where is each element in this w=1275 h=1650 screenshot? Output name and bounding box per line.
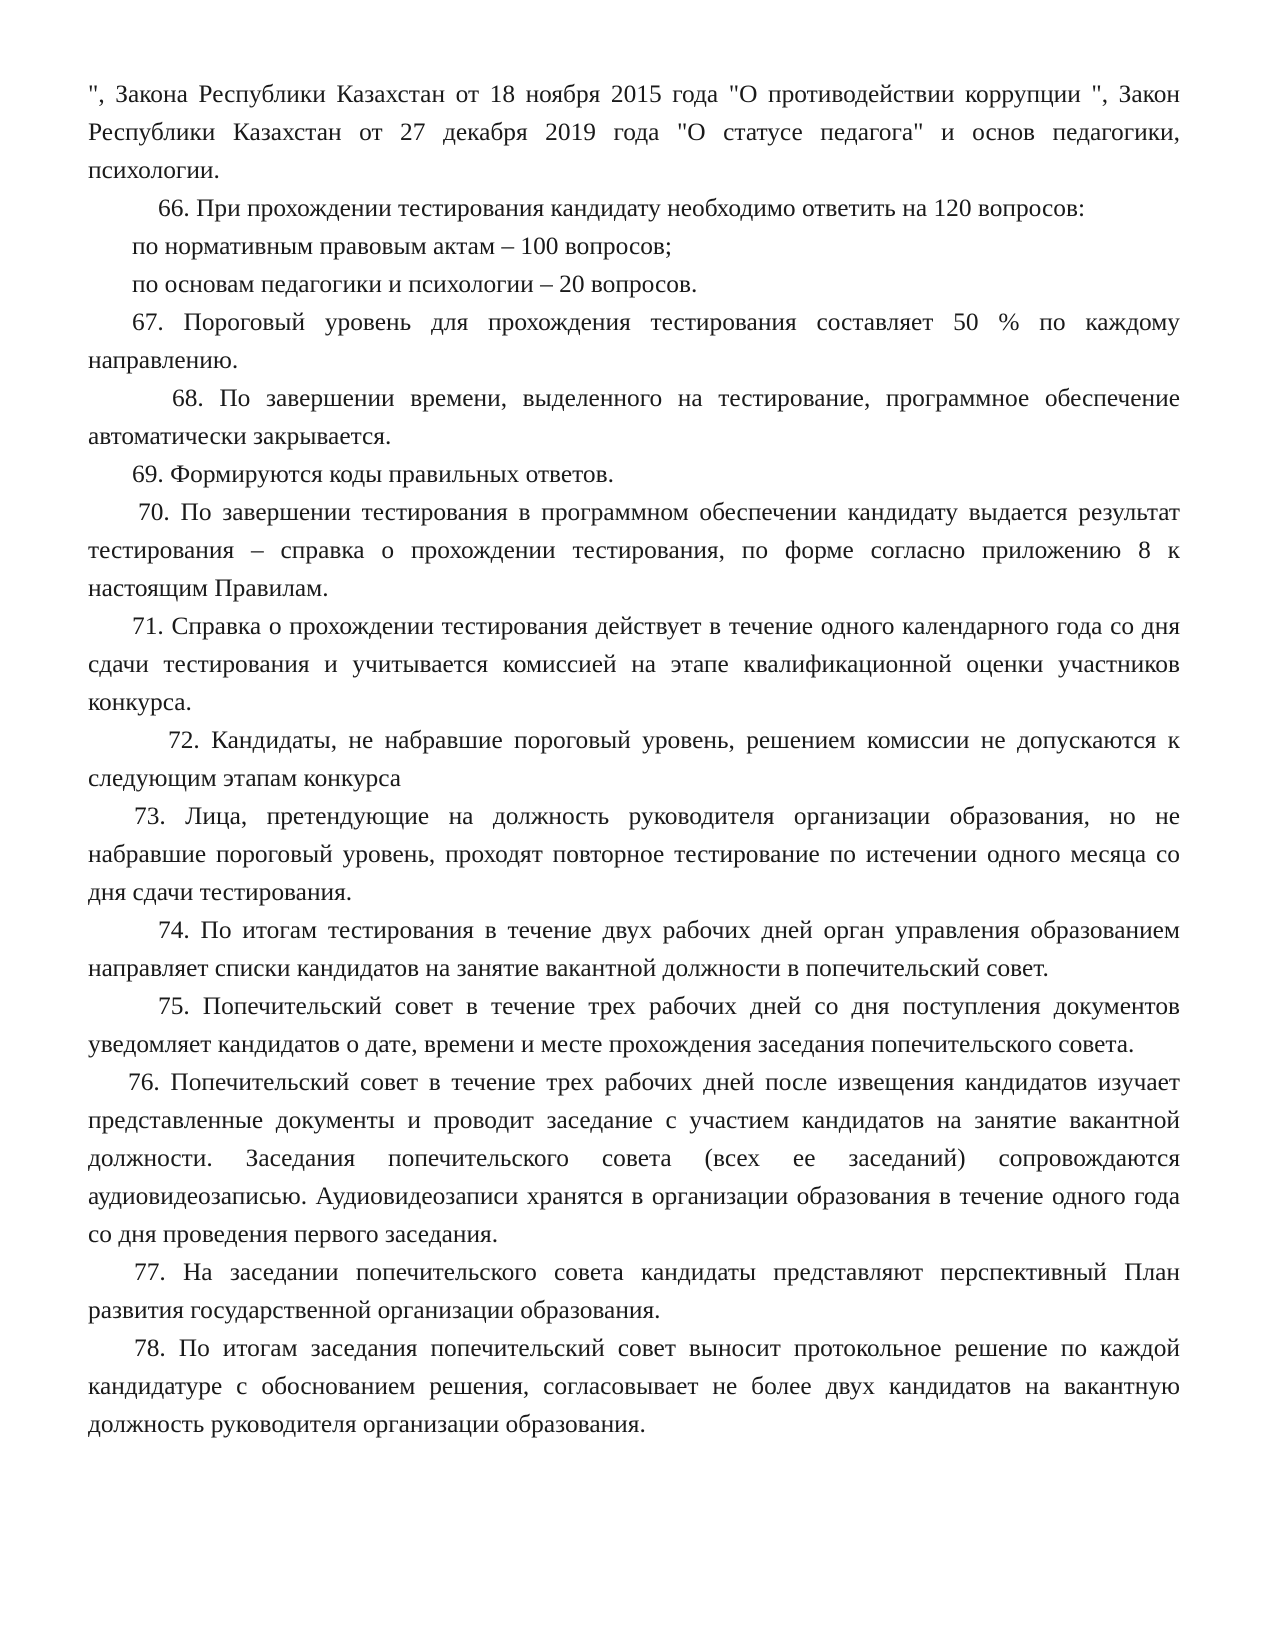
paragraph-66: 66. При прохождении тестирования кандидату необходимо ответить на 120 вопросов: [158, 194, 1086, 222]
paragraph-69: 69. Формируются коды правильных ответов. [132, 460, 614, 488]
paragraph-intro-continuation: ", Закона Республики Казахстан от 18 ноября 2015 года "О противодействии коррупции ", Закон Республики Казахстан от 27 декабря 2019 года "О статусе педагога" и основ педагогики, психологии. [88, 80, 1180, 184]
list-item-normative-acts: по нормативным правовым актам – 100 вопросов; [132, 232, 672, 260]
paragraph-74: 74. По итогам тестирования в течение двух рабочих дней орган управления образованием направляет списки кандидатов на занятие вакантной должности в попечительский совет. [88, 916, 1180, 982]
paragraph-68: 68. По завершении времени, выделенного на тестирование, программное обеспечение автоматически закрывается. [88, 384, 1180, 450]
paragraph-76: 76. Попечительский совет в течение трех рабочих дней после извещения кандидатов изучает представленные документы и проводит заседание с участием кандидатов на занятие вакантной должности. Заседания попечительского совета (всех ее заседаний) сопровождаются аудиовидеозаписью. Аудиовидеозаписи хранятся в организации образования в течение одного года со дня проведения первого заседания. [88, 1068, 1180, 1248]
paragraph-73: 73. Лица, претендующие на должность руководителя организации образования, но не набравшие пороговый уровень, проходят повторное тестирование по истечении одного месяца со дня сдачи тестирования. [88, 802, 1180, 906]
list-item-pedagogy-psychology: по основам педагогики и психологии – 20 вопросов. [132, 270, 698, 298]
paragraph-78: 78. По итогам заседания попечительский совет выносит протокольное решение по каждой кандидатуре с обоснованием решения, согласовывает не более двух кандидатов на вакантную должность руководителя организации образования. [88, 1334, 1180, 1438]
document-page [88, 75, 1180, 1443]
paragraph-70: 70. По завершении тестирования в программном обеспечении кандидату выдается результат тестирования – справка о прохождении тестирования, по форме согласно приложению 8 к настоящим Правилам. [88, 498, 1180, 602]
paragraph-77: 77. На заседании попечительского совета кандидаты представляют перспективный План развития государственной организации образования. [88, 1258, 1180, 1324]
paragraph-72: 72. Кандидаты, не набравшие пороговый уровень, решением комиссии не допускаются к следующим этапам конкурса [88, 726, 1180, 792]
paragraph-75: 75. Попечительский совет в течение трех рабочих дней со дня поступления документов уведомляет кандидатов о дате, времени и месте прохождения заседания попечительского совета. [88, 992, 1180, 1058]
paragraph-67: 67. Пороговый уровень для прохождения тестирования составляет 50 % по каждому направлению. [88, 308, 1180, 374]
paragraph-71: 71. Справка о прохождении тестирования действует в течение одного календарного года со дня сдачи тестирования и учитывается комиссией на этапе квалификационной оценки участников конкурса. [88, 612, 1180, 716]
